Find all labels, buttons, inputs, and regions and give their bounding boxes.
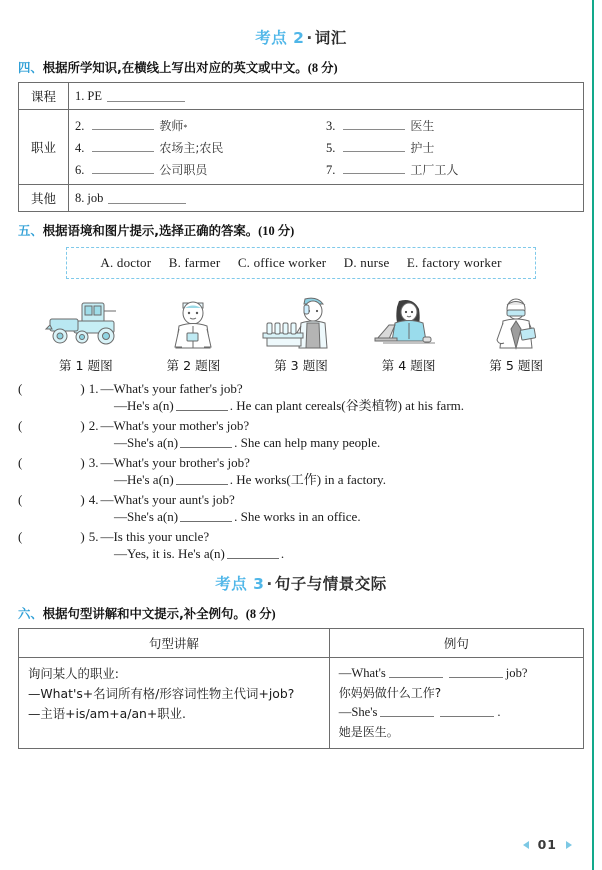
question-prompt-row: ( ) 2. —What's your mother's job?: [18, 418, 250, 433]
answer-prefix: —He's a(n): [114, 398, 174, 413]
vocab-item: [75, 139, 326, 156]
office-worker-icon: [369, 293, 449, 351]
example-question-line: [339, 664, 574, 684]
vocab-item: [75, 161, 326, 178]
answer-blank[interactable]: [227, 548, 279, 559]
item-chinese: 工厂工人: [410, 162, 459, 177]
example-answer-translation: 她是医生。: [338, 724, 399, 739]
question-prompt-row: ( ) 1. —What's your father's job?: [18, 381, 243, 396]
question-answer-row: [114, 473, 584, 486]
table-header-row: [19, 629, 584, 658]
answer-blank[interactable]: [92, 118, 154, 130]
page-footer: [523, 837, 572, 852]
question-prompt-row: ( ) 3. —What's your brother's job?: [18, 455, 250, 470]
answer-blank[interactable]: [180, 437, 232, 448]
vocab-item: [326, 117, 577, 134]
choice-a[interactable]: A. doctor: [100, 255, 152, 270]
item-number: 2.: [75, 118, 85, 133]
example-answer-line: [339, 703, 574, 723]
answer-blank[interactable]: [176, 474, 228, 485]
section-6-number: 六、: [18, 606, 43, 621]
question-item: [18, 382, 584, 412]
picture-5-caption: 第 5 题图: [489, 358, 544, 373]
section-6-heading: [18, 604, 584, 622]
answer-blank[interactable]: [389, 667, 443, 678]
question-item: [18, 530, 584, 560]
table-row: [19, 185, 584, 212]
picture-5: [470, 293, 562, 351]
answer-blank[interactable]: [440, 706, 494, 717]
question-prompt-row: ( ) 4. —What's your aunt's job?: [18, 492, 235, 507]
category-occupation: 职业: [19, 110, 69, 185]
answer-blank[interactable]: [176, 400, 228, 411]
vocab-item: [75, 117, 326, 134]
kaodian-3-dot: ·: [266, 575, 273, 593]
question-item: [18, 493, 584, 523]
question-number: 2.: [88, 418, 99, 433]
item-chinese: 医生: [410, 118, 435, 133]
answer-blank[interactable]: [180, 511, 232, 522]
picture-4-caption: 第 4 题图: [381, 358, 436, 373]
answer-blank[interactable]: [343, 162, 405, 174]
picture-3-caption: 第 3 题图: [274, 358, 328, 373]
answer-blank[interactable]: [108, 192, 186, 204]
answer-suffix: . He works(工作) in a factory.: [229, 472, 386, 487]
course-items-cell: [69, 83, 584, 110]
question-answer-row: [114, 547, 584, 560]
sentence-pattern-table: [18, 628, 584, 749]
asterisk-mark: *: [183, 122, 188, 132]
question-text: —What's your aunt's job?: [100, 492, 235, 507]
page-number: 01: [537, 837, 557, 852]
answer-blank[interactable]: [343, 118, 405, 130]
kaodian-3-prefix: 考点 3: [215, 575, 265, 593]
picture-2-caption: 第 2 题图: [166, 358, 221, 373]
question-number: 1.: [88, 381, 99, 396]
vocab-item-pair: [75, 158, 577, 180]
vocab-item: [75, 191, 577, 206]
answer-prefix: —He's a(n): [114, 472, 174, 487]
section-6-text: 根据句型讲解和中文提示,补全例句。: [42, 606, 246, 621]
question-text: —What's your brother's job?: [100, 455, 250, 470]
category-course: 课程: [19, 83, 69, 110]
kaodian-3-title: 句子与情景交际: [274, 575, 387, 593]
table-row: [19, 658, 584, 749]
question-text: —What's your father's job?: [100, 381, 243, 396]
item-number: 3.: [326, 118, 336, 133]
column-header-example: 例句: [329, 629, 583, 658]
explanation-line-1: 询问某人的职业:: [28, 666, 119, 681]
answer-suffix: . She works in an office.: [234, 509, 361, 524]
factory-worker-icon: [261, 293, 341, 351]
answer-blank[interactable]: [343, 140, 405, 152]
section-4-score: (8 分): [307, 61, 338, 75]
item-number: 5.: [326, 140, 336, 155]
triangle-right-icon: [566, 841, 572, 849]
section-5-score: (10 分): [258, 224, 295, 238]
question-list: [18, 382, 584, 560]
question-item: [18, 419, 584, 449]
question-text: —Is this your uncle?: [100, 529, 210, 544]
explanation-line-3: —主语+is/am+a/an+职业.: [28, 706, 186, 722]
question-number: 3.: [88, 455, 99, 470]
category-other: 其他: [19, 185, 69, 212]
answer-blank[interactable]: [92, 162, 154, 174]
answer-suffix: .: [280, 546, 285, 561]
question-answer-row: [114, 399, 584, 412]
picture-strip: [32, 289, 570, 351]
example-q-prefix: —What's: [338, 666, 386, 680]
answer-prefix: —She's a(n): [114, 509, 179, 524]
question-answer-row: [114, 510, 584, 523]
vocab-item-pair: [75, 114, 577, 136]
table-row: [19, 83, 584, 110]
choice-c[interactable]: C. office worker: [237, 255, 327, 270]
picture-captions: [32, 355, 570, 374]
vocabulary-table: [18, 82, 584, 212]
column-header-explanation: 句型讲解: [19, 629, 330, 658]
question-number: 4.: [88, 492, 99, 507]
item-english: PE: [87, 88, 102, 103]
answer-blank[interactable]: [92, 140, 154, 152]
kaodian-2-dot: ·: [306, 29, 313, 47]
answer-suffix: . He can plant cereals(谷类植物) at his farm.: [229, 398, 465, 413]
answer-choices-box: [66, 247, 536, 279]
item-number: 1.: [75, 88, 85, 103]
item-english: job: [87, 190, 104, 205]
item-number: 7.: [326, 162, 336, 177]
picture-3: [255, 293, 347, 351]
nurse-icon: [163, 293, 223, 351]
section-4-text: 根据所学知识,在横线上写出对应的英文或中文。: [42, 60, 308, 75]
picture-4: [363, 293, 455, 351]
question-number: 5.: [88, 529, 99, 544]
choice-b[interactable]: B. farmer: [168, 255, 221, 270]
example-q-suffix: job?: [505, 666, 528, 680]
section-5-text: 根据语境和图片提示,选择正确的答案。: [42, 223, 259, 238]
explanation-cell: [19, 658, 330, 749]
tractor-icon: [44, 295, 128, 351]
answer-blank[interactable]: [380, 706, 434, 717]
section-6-score: (8 分): [245, 607, 276, 621]
choice-e[interactable]: E. factory worker: [406, 255, 502, 270]
question-item: [18, 456, 584, 486]
question-text: —What's your mother's job?: [100, 418, 250, 433]
example-cell: [329, 658, 583, 749]
vocab-item: [75, 89, 577, 104]
item-chinese: 农场主;农民: [159, 140, 224, 155]
choice-d[interactable]: D. nurse: [343, 255, 390, 270]
answer-blank[interactable]: [107, 90, 185, 102]
item-chinese: 护士: [410, 140, 435, 155]
item-number: 8.: [75, 190, 85, 205]
triangle-left-icon: [523, 841, 529, 849]
item-chinese: 教师: [159, 118, 184, 133]
picture-2: [147, 293, 239, 351]
doctor-icon: [485, 293, 547, 351]
example-a-suffix: .: [497, 704, 501, 719]
answer-suffix: . She can help many people.: [234, 435, 381, 450]
table-row: [19, 110, 584, 185]
section-banner-kaodian-3: [18, 572, 584, 594]
picture-1-caption: 第 1 题图: [58, 358, 113, 373]
section-banner-kaodian-2: [18, 26, 584, 48]
item-number: 6.: [75, 162, 85, 177]
section-4-number: 四、: [18, 60, 43, 75]
picture-1: [40, 295, 132, 351]
occupation-items-cell: [69, 110, 584, 185]
vocab-item: [326, 161, 577, 178]
section-4-heading: [18, 58, 584, 76]
kaodian-2-prefix: 考点 2: [255, 29, 305, 47]
vocab-item: [326, 139, 577, 156]
question-prompt-row: ( ) 5. —Is this your uncle?: [18, 529, 210, 544]
answer-prefix: —She's a(n): [114, 435, 179, 450]
question-answer-row: [114, 436, 584, 449]
other-items-cell: [69, 185, 584, 212]
item-number: 4.: [75, 140, 85, 155]
kaodian-2-title: 词汇: [314, 29, 347, 47]
example-question-translation: 你妈妈做什么工作?: [338, 685, 442, 700]
example-a-prefix: —She's: [338, 704, 378, 719]
page-edge-rule: [592, 0, 594, 870]
answer-prefix: —Yes, it is. He's a(n): [114, 546, 225, 561]
vocab-item-pair: [75, 136, 577, 158]
explanation-line-2: —What's+名词所有格/形容词性物主代词+job?: [28, 686, 295, 702]
item-chinese: 公司职员: [159, 162, 208, 177]
section-5-heading: [18, 221, 584, 239]
section-5-number: 五、: [18, 223, 43, 238]
answer-blank[interactable]: [449, 667, 503, 678]
